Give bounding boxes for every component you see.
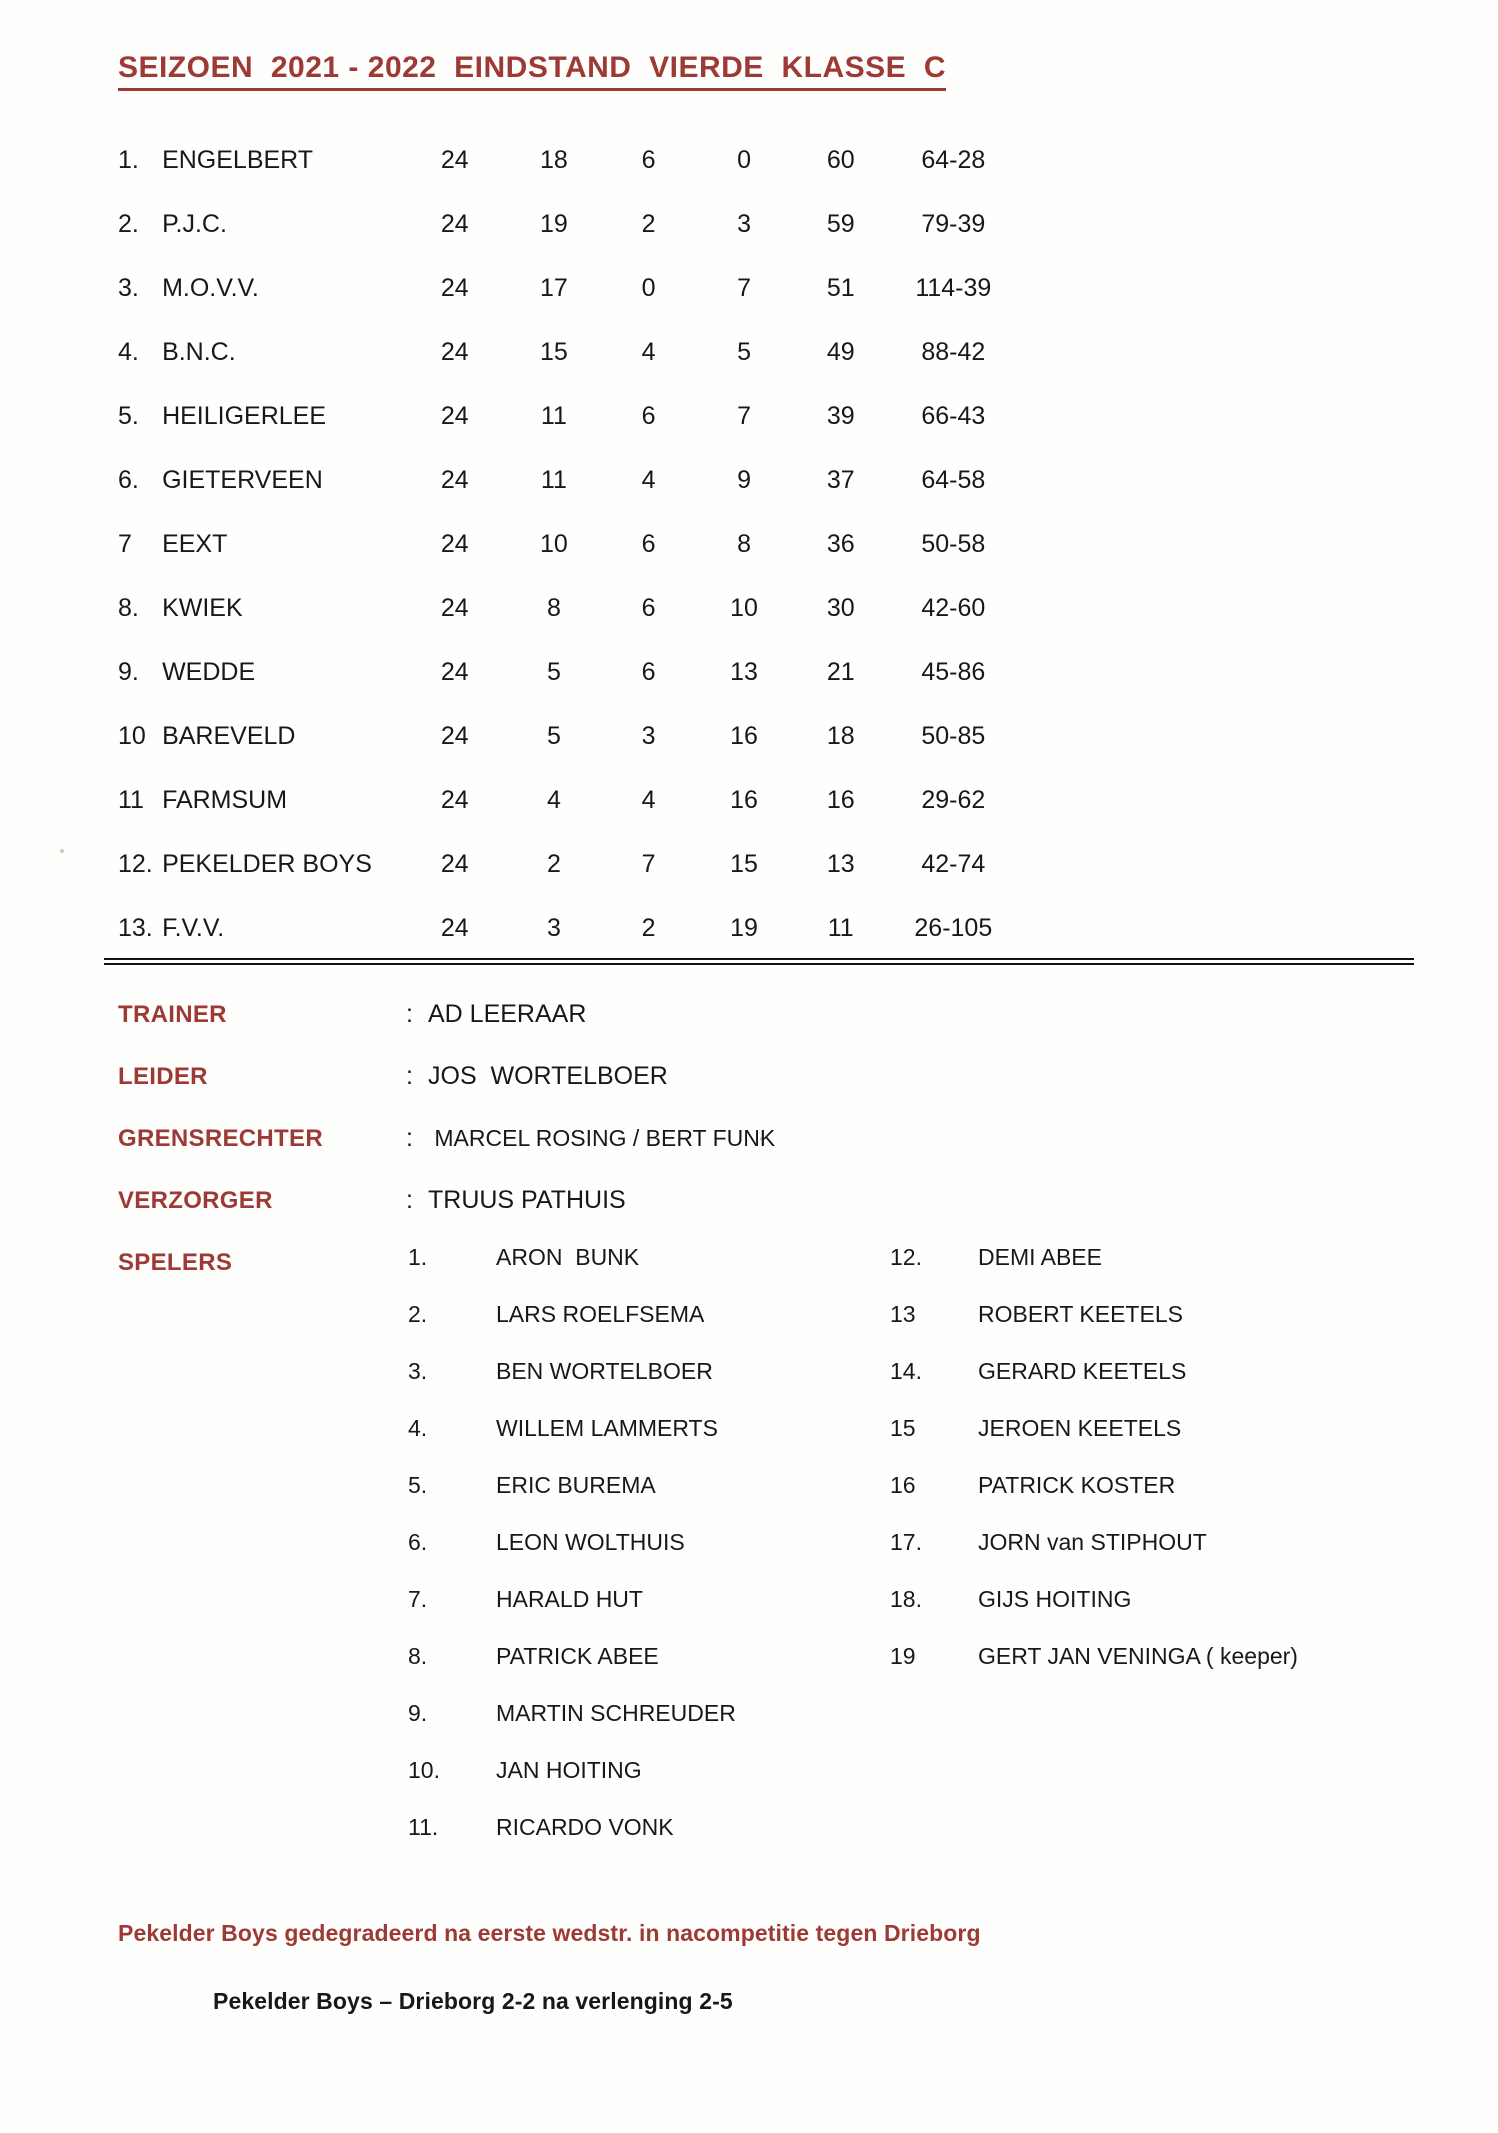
player-name: ROBERT KEETELS bbox=[978, 1301, 1183, 1327]
standings-drawn: 4 bbox=[641, 465, 656, 494]
standings-position: 13. bbox=[118, 913, 153, 942]
standings-played: 24 bbox=[440, 657, 469, 686]
standings-lost: 9 bbox=[737, 465, 751, 494]
list-item bbox=[408, 1757, 736, 1814]
players-section-label: SPELERS bbox=[118, 1249, 233, 1276]
list-item bbox=[408, 1415, 736, 1472]
staff-person-name: MARCEL ROSING / BERT FUNK bbox=[428, 1125, 776, 1151]
player-name: GERARD KEETELS bbox=[978, 1358, 1187, 1384]
standings-goals: 42-60 bbox=[921, 593, 986, 622]
standings-lost: 0 bbox=[737, 145, 751, 174]
standings-drawn: 7 bbox=[641, 849, 656, 878]
players-column-right bbox=[890, 1244, 1298, 1700]
standings-lost: 15 bbox=[730, 849, 758, 878]
standings-team: HEILIGERLEE bbox=[162, 401, 327, 430]
standings-played: 24 bbox=[440, 145, 469, 174]
list-item bbox=[408, 1643, 736, 1700]
player-name: BEN WORTELBOER bbox=[496, 1358, 713, 1384]
table-row bbox=[118, 320, 1018, 384]
standings-team: M.O.V.V. bbox=[162, 273, 259, 302]
player-number: 15 bbox=[890, 1415, 916, 1441]
standings-won: 11 bbox=[540, 465, 567, 494]
list-item bbox=[408, 1586, 736, 1643]
standings-points: 60 bbox=[826, 145, 855, 174]
staff-role-label: LEIDER bbox=[118, 1063, 208, 1090]
player-number: 7. bbox=[408, 1586, 428, 1612]
list-item bbox=[408, 1358, 736, 1415]
player-number: 13 bbox=[890, 1301, 916, 1327]
staff-role-label: VERZORGER bbox=[118, 1187, 273, 1214]
scan-speck bbox=[60, 849, 64, 853]
player-number: 17. bbox=[890, 1529, 922, 1555]
page-title: SEIZOEN 2021 - 2022 EINDSTAND VIERDE KLASSE C bbox=[118, 52, 946, 91]
list-item bbox=[408, 1244, 736, 1301]
table-row bbox=[118, 576, 1018, 640]
player-number: 4. bbox=[408, 1415, 428, 1441]
player-number: 14. bbox=[890, 1358, 922, 1384]
list-item bbox=[408, 1529, 736, 1586]
standings-played: 24 bbox=[440, 529, 469, 558]
standings-position: 1. bbox=[118, 145, 139, 174]
player-name: ARON BUNK bbox=[496, 1244, 640, 1270]
table-row bbox=[118, 832, 1018, 896]
standings-won: 10 bbox=[539, 529, 568, 558]
player-name: HARALD HUT bbox=[496, 1586, 643, 1612]
player-name: JORN van STIPHOUT bbox=[978, 1529, 1207, 1555]
standings-body bbox=[118, 128, 1018, 960]
standings-lost: 3 bbox=[737, 209, 751, 238]
table-row bbox=[118, 512, 1018, 576]
staff-row bbox=[118, 1186, 1018, 1248]
standings-points: 18 bbox=[826, 721, 855, 750]
table-row bbox=[118, 256, 1018, 320]
standings-points: 59 bbox=[826, 209, 855, 238]
players-column-left bbox=[408, 1244, 736, 1871]
table-row bbox=[118, 768, 1018, 832]
standings-position: 8. bbox=[118, 593, 139, 622]
standings-won: 2 bbox=[546, 849, 561, 878]
staff-colon: : bbox=[406, 1186, 413, 1214]
list-item bbox=[890, 1586, 1298, 1643]
player-number: 3. bbox=[408, 1358, 428, 1384]
standings-goals: 50-85 bbox=[921, 721, 986, 750]
standings-points: 37 bbox=[826, 465, 855, 494]
standings-goals: 114-39 bbox=[915, 273, 992, 302]
standings-position: 10 bbox=[118, 721, 146, 750]
table-row bbox=[118, 896, 1018, 960]
standings-team: B.N.C. bbox=[162, 337, 236, 366]
player-name: WILLEM LAMMERTS bbox=[496, 1415, 718, 1441]
standings-won: 3 bbox=[546, 913, 561, 942]
list-item bbox=[890, 1244, 1298, 1301]
playoff-result-note: Pekelder Boys – Drieborg 2-2 na verlenging 2-5 bbox=[213, 1988, 733, 2014]
staff-person-name: AD LEERAAR bbox=[428, 1000, 587, 1028]
standings-team: KWIEK bbox=[162, 593, 243, 622]
standings-played: 24 bbox=[440, 849, 469, 878]
standings-points: 36 bbox=[826, 529, 855, 558]
standings-position: 6. bbox=[118, 465, 139, 494]
standings-points: 39 bbox=[826, 401, 855, 430]
player-number: 9. bbox=[408, 1700, 428, 1726]
list-item bbox=[890, 1301, 1298, 1358]
standings-position: 2. bbox=[118, 209, 139, 238]
staff-person-name: JOS WORTELBOER bbox=[428, 1062, 668, 1090]
standings-position: 3. bbox=[118, 273, 139, 302]
divider-rule-bottom bbox=[104, 963, 1414, 965]
standings-position: 12. bbox=[118, 849, 153, 878]
player-number: 11. bbox=[408, 1814, 439, 1840]
player-name: ERIC BUREMA bbox=[496, 1472, 656, 1498]
standings-team: PEKELDER BOYS bbox=[162, 849, 372, 878]
table-row bbox=[118, 448, 1018, 512]
standings-won: 15 bbox=[539, 337, 568, 366]
standings-team: EEXT bbox=[162, 529, 228, 558]
standings-goals: 66-43 bbox=[921, 401, 986, 430]
standings-points: 11 bbox=[827, 913, 854, 942]
staff-person-name: TRUUS PATHUIS bbox=[428, 1186, 626, 1214]
staff-row bbox=[118, 1062, 1018, 1124]
standings-position: 5. bbox=[118, 401, 139, 430]
standings-points: 30 bbox=[826, 593, 855, 622]
standings-lost: 8 bbox=[737, 529, 751, 558]
staff-row bbox=[118, 1000, 1018, 1062]
standings-drawn: 4 bbox=[641, 785, 656, 814]
table-row bbox=[118, 384, 1018, 448]
staff-row bbox=[118, 1124, 1018, 1186]
standings-goals: 50-58 bbox=[921, 529, 986, 558]
standings-won: 19 bbox=[539, 209, 568, 238]
standings-team: ENGELBERT bbox=[162, 145, 314, 174]
player-name: DEMI ABEE bbox=[978, 1244, 1102, 1270]
standings-goals: 79-39 bbox=[921, 209, 986, 238]
player-number: 5. bbox=[408, 1472, 428, 1498]
player-number: 6. bbox=[408, 1529, 428, 1555]
player-name: PATRICK KOSTER bbox=[978, 1472, 1176, 1498]
player-number: 2. bbox=[408, 1301, 428, 1327]
list-item bbox=[890, 1643, 1298, 1700]
standings-goals: 42-74 bbox=[921, 849, 986, 878]
player-name: GERT JAN VENINGA ( keeper) bbox=[978, 1643, 1298, 1669]
section-divider bbox=[104, 958, 1414, 965]
player-name: JAN HOITING bbox=[496, 1757, 642, 1783]
standings-goals: 88-42 bbox=[921, 337, 986, 366]
standings-won: 11 bbox=[540, 401, 567, 430]
player-name: RICARDO VONK bbox=[496, 1814, 674, 1840]
player-name: JEROEN KEETELS bbox=[978, 1415, 1182, 1441]
standings-played: 24 bbox=[440, 337, 469, 366]
standings-position: 7 bbox=[118, 529, 132, 558]
staff-list bbox=[118, 1000, 1018, 1248]
standings-drawn: 6 bbox=[641, 145, 656, 174]
standings-drawn: 2 bbox=[641, 209, 656, 238]
staff-colon: : bbox=[406, 1124, 413, 1152]
standings-lost: 5 bbox=[737, 337, 751, 366]
list-item bbox=[890, 1415, 1298, 1472]
player-name: GIJS HOITING bbox=[978, 1586, 1132, 1612]
staff-colon: : bbox=[406, 1062, 413, 1090]
standings-lost: 7 bbox=[737, 273, 751, 302]
player-number: 8. bbox=[408, 1643, 428, 1669]
standings-points: 51 bbox=[826, 273, 855, 302]
standings-played: 24 bbox=[440, 401, 469, 430]
standings-points: 21 bbox=[826, 657, 855, 686]
standings-played: 24 bbox=[440, 209, 469, 238]
staff-role-label: TRAINER bbox=[118, 1001, 227, 1028]
standings-position: 4. bbox=[118, 337, 139, 366]
standings-points: 13 bbox=[826, 849, 855, 878]
standings-team: WEDDE bbox=[162, 657, 256, 686]
player-number: 12. bbox=[890, 1244, 922, 1270]
standings-won: 18 bbox=[539, 145, 568, 174]
standings-won: 17 bbox=[539, 273, 568, 302]
standings-goals: 64-28 bbox=[921, 145, 986, 174]
relegation-note: Pekelder Boys gedegradeerd na eerste wedstr. in nacompetitie tegen Drieborg bbox=[118, 1920, 981, 1946]
standings-team: GIETERVEEN bbox=[162, 465, 323, 494]
standings-lost: 16 bbox=[730, 785, 758, 814]
standings-drawn: 6 bbox=[641, 657, 656, 686]
standings-drawn: 6 bbox=[641, 593, 656, 622]
standings-goals: 29-62 bbox=[921, 785, 986, 814]
table-row bbox=[118, 192, 1018, 256]
standings-won: 5 bbox=[546, 657, 561, 686]
standings-goals: 26-105 bbox=[914, 913, 993, 942]
staff-colon: : bbox=[406, 1000, 413, 1028]
staff-role-label: GRENSRECHTER bbox=[118, 1125, 323, 1152]
standings-team: P.J.C. bbox=[162, 209, 227, 238]
standings-drawn: 2 bbox=[641, 913, 656, 942]
standings-team: FARMSUM bbox=[162, 785, 288, 814]
standings-played: 24 bbox=[440, 273, 469, 302]
table-row bbox=[118, 640, 1018, 704]
standings-points: 49 bbox=[826, 337, 855, 366]
standings-lost: 13 bbox=[730, 657, 758, 686]
list-item bbox=[408, 1814, 736, 1871]
standings-drawn: 6 bbox=[641, 401, 656, 430]
player-name: MARTIN SCHREUDER bbox=[496, 1700, 736, 1726]
standings-points: 16 bbox=[826, 785, 855, 814]
list-item bbox=[890, 1472, 1298, 1529]
player-number: 1. bbox=[408, 1244, 428, 1270]
standings-drawn: 3 bbox=[641, 721, 656, 750]
standings-won: 5 bbox=[546, 721, 561, 750]
player-number: 18. bbox=[890, 1586, 922, 1612]
standings-team: F.V.V. bbox=[162, 913, 225, 942]
player-number: 10. bbox=[408, 1757, 440, 1783]
standings-lost: 7 bbox=[737, 401, 751, 430]
standings-table bbox=[118, 128, 1018, 960]
standings-played: 24 bbox=[440, 593, 469, 622]
list-item bbox=[408, 1700, 736, 1757]
player-name: PATRICK ABEE bbox=[496, 1643, 659, 1669]
player-name: LARS ROELFSEMA bbox=[496, 1301, 705, 1327]
standings-drawn: 6 bbox=[641, 529, 656, 558]
player-number: 16 bbox=[890, 1472, 916, 1498]
table-row bbox=[118, 704, 1018, 768]
standings-goals: 64-58 bbox=[921, 465, 986, 494]
standings-team: BAREVELD bbox=[162, 721, 296, 750]
standings-goals: 45-86 bbox=[921, 657, 986, 686]
standings-lost: 19 bbox=[730, 913, 758, 942]
list-item bbox=[408, 1301, 736, 1358]
standings-drawn: 4 bbox=[641, 337, 656, 366]
list-item bbox=[408, 1472, 736, 1529]
standings-drawn: 0 bbox=[641, 273, 656, 302]
standings-played: 24 bbox=[440, 465, 469, 494]
standings-lost: 16 bbox=[730, 721, 758, 750]
table-row bbox=[118, 128, 1018, 192]
standings-played: 24 bbox=[440, 913, 469, 942]
player-number: 19 bbox=[890, 1643, 916, 1669]
standings-won: 8 bbox=[546, 593, 561, 622]
standings-position: 11 bbox=[118, 785, 144, 814]
standings-played: 24 bbox=[440, 785, 469, 814]
standings-won: 4 bbox=[546, 785, 561, 814]
standings-played: 24 bbox=[440, 721, 469, 750]
list-item bbox=[890, 1529, 1298, 1586]
standings-position: 9. bbox=[118, 657, 139, 686]
standings-lost: 10 bbox=[730, 593, 758, 622]
list-item bbox=[890, 1358, 1298, 1415]
player-name: LEON WOLTHUIS bbox=[496, 1529, 685, 1555]
